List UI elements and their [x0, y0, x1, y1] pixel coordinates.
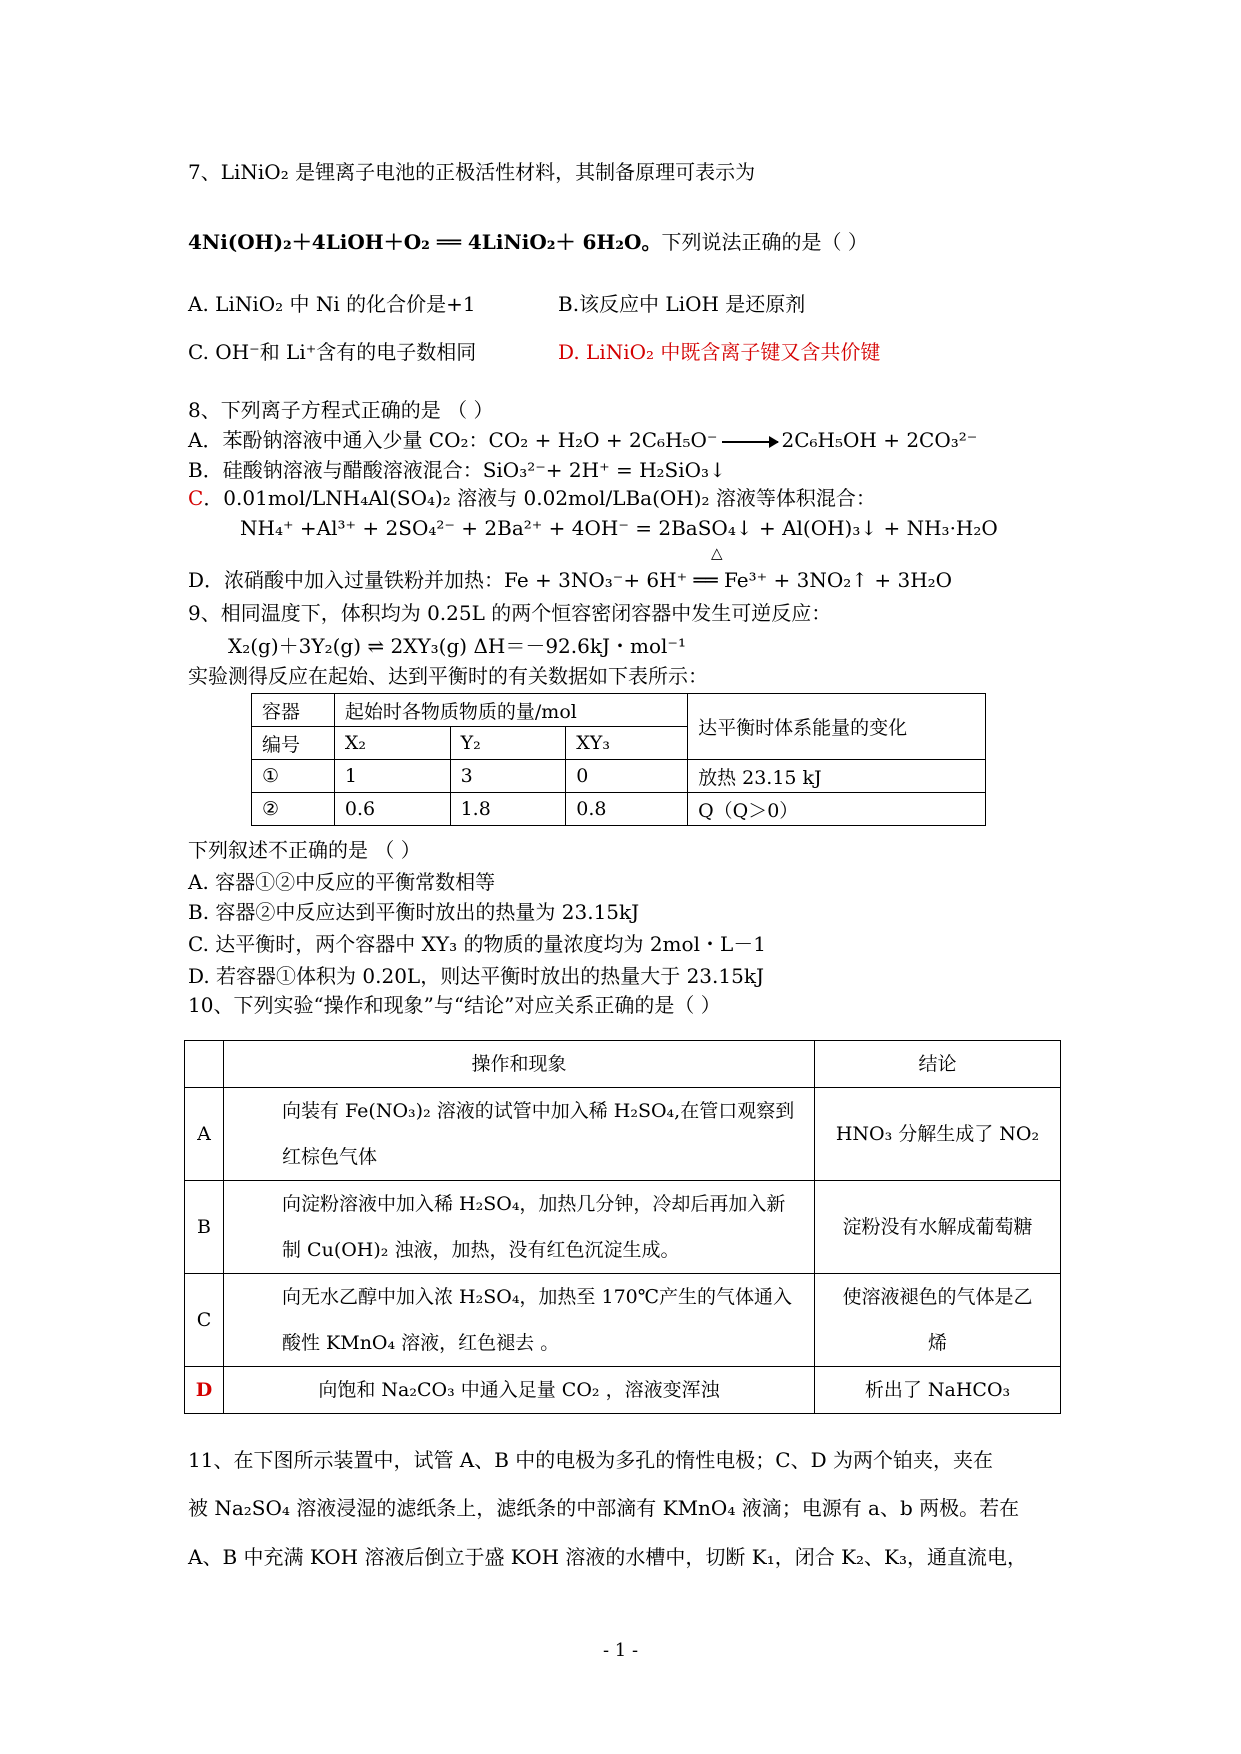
q10-header-op: 操作和现象	[224, 1041, 815, 1088]
row-op: 向装有 Fe(NO₃)₂ 溶液的试管中加入稀 H₂SO₄,在管口观察到红棕色气体	[224, 1088, 815, 1181]
q9-option-c: C. 达平衡时，两个容器中 XY₃ 的物质的量浓度均为 2mol・L－1	[188, 932, 766, 956]
q8-option-c-equation: NH₄⁺ +Al³⁺ + 2SO₄²⁻ + 2Ba²⁺ + 4OH⁻ = 2BaSO₄↓ + Al(OH)₃↓ + NH₃·H₂O	[240, 516, 998, 540]
q8-stem: 8、下列离子方程式正确的是 （ ）	[188, 398, 494, 422]
q9-intro: 实验测得反应在起始、达到平衡时的有关数据如下表所示：	[188, 664, 708, 688]
q7-equation-tail: 下列说法正确的是（ ）	[661, 230, 868, 254]
q10-table	[184, 1040, 1061, 1414]
q8-option-c-label: C	[188, 486, 204, 510]
table-cell: 0.6	[334, 793, 450, 826]
table-cell: 放热 23.15 kJ	[688, 760, 986, 793]
q10-stem: 10、下列实验“操作和现象”与“结论”对应关系正确的是（ ）	[188, 993, 721, 1017]
q9-header-start: 起始时各物质物质的量/mol	[334, 694, 687, 727]
q8-option-c	[188, 484, 876, 512]
table-cell: 0.8	[566, 793, 688, 826]
q10-header-label	[185, 1041, 224, 1088]
q9-option-d: D. 若容器①体积为 0.20L，则达平衡时放出的热量大于 23.15kJ	[188, 964, 764, 988]
q9-stem: 9、相同温度下，体积均为 0.25L 的两个恒容密闭容器中发生可逆反应：	[188, 601, 832, 625]
row-conc: 淀粉没有水解成葡萄糖	[815, 1181, 1061, 1274]
table-row	[252, 793, 986, 826]
q9-header-xy3: XY₃	[566, 727, 688, 760]
reaction-arrow-icon	[722, 441, 778, 443]
row-label: A	[185, 1088, 224, 1181]
q7-equation: 4Ni(OH)₂＋4LiOH＋O₂ ══ 4LiNiO₂＋ 6H₂O。	[188, 230, 662, 254]
heat-delta-icon: △	[711, 544, 723, 562]
q9-header-container-1: 容器	[252, 694, 335, 727]
page-number: - 1 -	[602, 1640, 639, 1661]
row-conc: 使溶液褪色的气体是乙烯	[815, 1274, 1061, 1367]
q9-option-b: B. 容器②中反应达到平衡时放出的热量为 23.15kJ	[188, 900, 640, 924]
table-cell: 1	[334, 760, 450, 793]
table-row	[252, 760, 986, 793]
row-label: C	[185, 1274, 224, 1367]
q9-header-container-2: 编号	[252, 727, 335, 760]
q11-line-2: 被 Na₂SO₄ 溶液浸湿的滤纸条上，滤纸条的中部滴有 KMnO₄ 液滴；电源有 a、b 两极。若在	[188, 1496, 1020, 1520]
table-row	[185, 1181, 1061, 1274]
q8-option-d: D．浓硝酸中加入过量铁粉并加热：Fe + 3NO₃⁻+ 6H⁺ ══ Fe³⁺ + 3NO₂↑ + 3H₂O	[188, 568, 953, 592]
q7-stem: 7、LiNiO₂ 是锂离子电池的正极活性材料，其制备原理可表示为	[188, 160, 756, 184]
q9-option-a: A. 容器①②中反应的平衡常数相等	[188, 870, 496, 894]
table-row	[185, 1274, 1061, 1367]
table-cell: ②	[252, 793, 335, 826]
q8-option-a	[188, 426, 977, 454]
table-cell: 1.8	[450, 793, 566, 826]
q9-header-x2: X₂	[334, 727, 450, 760]
table-cell: 0	[566, 760, 688, 793]
q8-option-a-right: 2C₆H₅OH + 2CO₃²⁻	[781, 428, 978, 452]
q7-equation-line	[188, 228, 868, 256]
q9-header-y2: Y₂	[450, 727, 566, 760]
q9-header-energy: 达平衡时体系能量的变化	[688, 694, 986, 760]
row-op: 向淀粉溶液中加入稀 H₂SO₄，加热几分钟，冷却后再加入新制 Cu(OH)₂ 浊液，加热，没有红色沉淀生成。	[224, 1181, 815, 1274]
q9-table	[251, 693, 986, 826]
row-conc: HNO₃ 分解生成了 NO₂	[815, 1088, 1061, 1181]
row-label: D	[185, 1367, 224, 1414]
q8-option-c-text: ．0.01mol/LNH₄Al(SO₄)₂ 溶液与 0.02mol/LBa(OH)₂ 溶液等体积混合：	[203, 486, 876, 510]
table-cell: 3	[450, 760, 566, 793]
row-op: 向无水乙醇中加入浓 H₂SO₄，加热至 170℃产生的气体通入酸性 KMnO₄ 溶液，红色褪去 。	[224, 1274, 815, 1367]
table-row	[185, 1088, 1061, 1181]
q8-option-b: B．硅酸钠溶液与醋酸溶液混合：SiO₃²⁻+ 2H⁺ = H₂SiO₃↓	[188, 458, 726, 482]
q9-equation: X₂(g)＋3Y₂(g) ⇌ 2XY₃(g) ΔH＝－92.6kJ・mol⁻¹	[228, 634, 686, 658]
q7-option-b: B.该反应中 LiOH 是还原剂	[558, 292, 806, 316]
table-cell: ①	[252, 760, 335, 793]
q11-line-1: 11、在下图所示装置中，试管 A、B 中的电极为多孔的惰性电极；C、D 为两个铂夹，夹在	[188, 1448, 993, 1472]
q7-option-c: C. OH⁻和 Li⁺含有的电子数相同	[188, 340, 477, 364]
q8-option-a-left: A．苯酚钠溶液中通入少量 CO₂：CO₂ + H₂O + 2C₆H₅O⁻	[188, 428, 718, 452]
row-op: 向饱和 Na₂CO₃ 中通入足量 CO₂ ，溶液变浑浊	[224, 1367, 815, 1414]
q10-header-conc: 结论	[815, 1041, 1061, 1088]
row-conc: 析出了 NaHCO₃	[815, 1367, 1061, 1414]
q11-line-3: A、B 中充满 KOH 溶液后倒立于盛 KOH 溶液的水槽中，切断 K₁，闭合 K₂、K₃，通直流电，	[188, 1545, 1028, 1569]
q7-option-a: A. LiNiO₂ 中 Ni 的化合价是+1	[188, 292, 476, 316]
q7-option-d: D. LiNiO₂ 中既含离子键又含共价键	[558, 340, 881, 364]
table-row	[185, 1367, 1061, 1414]
table-cell: Q（Q＞0）	[688, 793, 986, 826]
q9-ask: 下列叙述不正确的是 （ ）	[188, 838, 421, 862]
row-label: B	[185, 1181, 224, 1274]
